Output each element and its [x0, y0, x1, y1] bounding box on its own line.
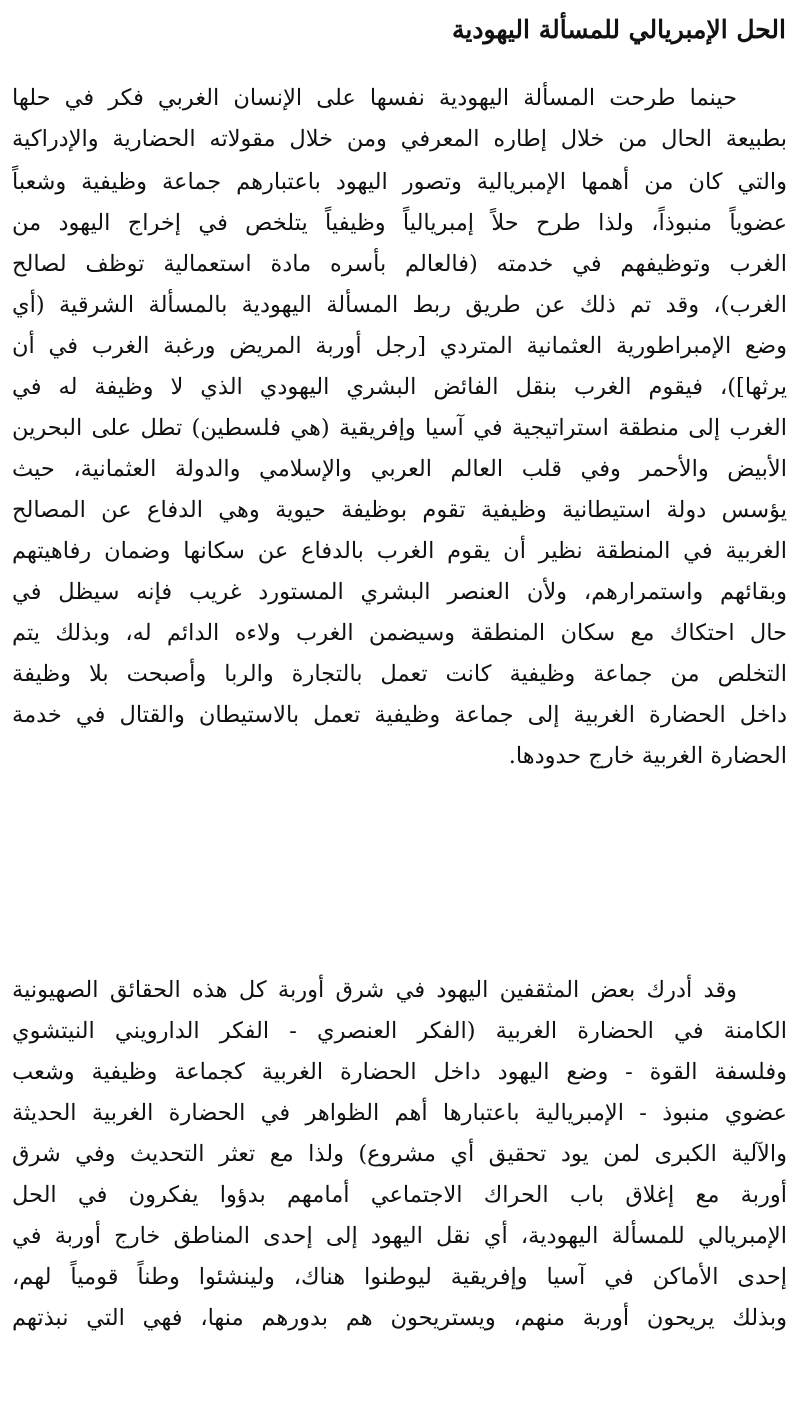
text-line: حينما طرحت المسألة اليهودية نفسها على الإنسان الغربي فكر في حلها	[12, 85, 737, 111]
text-line: أوربة مع إغلاق باب الحراك الاجتماعي أمامهم بدؤوا يفكرون في الحل	[12, 1182, 787, 1208]
text-line: الغرب)، وقد تم ذلك عن طريق ربط المسألة اليهودية بالمسألة الشرقية (أي	[12, 292, 787, 318]
text-line: الأبيض والأحمر وفي قلب العالم العربي والإسلامي والدولة العثمانية، حيث	[12, 456, 787, 482]
text-line: التخلص من جماعة وظيفية كانت تعمل بالتجارة والربا وأصبحت بلا وظيفة	[12, 661, 787, 687]
paragraph-intro	[12, 78, 787, 160]
text-line: يؤسس دولة استيطانية وظيفية تقوم بوظيفة حيوية وهي الدفاع عن المصالح	[12, 497, 787, 523]
text-line: بطبيعة الحال من خلال إطاره المعرفي ومن خلال مقولاته الحضارية والإدراكية	[12, 126, 787, 152]
text-line: داخل الحضارة الغربية إلى جماعة وظيفية تعمل بالاستيطان والقتال في خدمة	[12, 702, 787, 728]
text-line: والآلية الكبرى لمن يود تحقيق أي مشروع) ولذا مع تعثر التحديث وفي شرق	[12, 1141, 787, 1167]
text-line: وضع الإمبراطورية العثمانية المتردي [رجل أوربة المريض ورغبة الغرب في أن	[12, 333, 787, 359]
text-line: الغرب إلى منطقة استراتيجية في آسيا وإفريقية (هي فلسطين) تطل على البحرين	[12, 415, 787, 441]
text-line: يرثها])، فيقوم الغرب بنقل الفائض البشري اليهودي الذي لا وظيفة له في	[12, 374, 787, 400]
text-line: الحضارة الغربية خارج حدودها.	[508, 743, 787, 769]
text-line: الكامنة في الحضارة الغربية (الفكر العنصري - الفكر الدارويني النيتشوي	[12, 1018, 787, 1044]
text-line: وقد أدرك بعض المثقفين اليهود في شرق أوربة كل هذه الحقائق الصهيونية	[12, 977, 737, 1003]
text-line: الغرب وتوظيفهم في خدمته (فالعالم بأسره مادة استعمالية توظف لصالح	[12, 251, 787, 277]
text-line: عضوي منبوذ - الإمبريالية باعتبارها أهم الظواهر في الحضارة الغربية الحديثة	[12, 1100, 787, 1126]
text-line: الغربية في المنطقة نظير أن يقوم الغرب بالدفاع عن سكانها وضمان رفاهيتهم	[12, 538, 787, 564]
text-line: عضوياً منبوذاً، ولذا طرح حلاً إمبريالياً وظيفياً يتلخص في إخراج اليهود من	[12, 210, 787, 236]
page-title: الحل الإمبريالي للمسألة اليهودية	[451, 15, 786, 44]
text-line: الإمبريالي للمسألة اليهودية، أي نقل اليهود إلى إحدى المناطق خارج أوربة في	[12, 1223, 787, 1249]
text-line: والتي كان من أهمها الإمبريالية وتصور اليهود باعتبارهم جماعة وظيفية وشعباً	[12, 169, 787, 195]
text-line: وفلسفة القوة - وضع اليهود داخل الحضارة الغربية كجماعة وظيفية وشعب	[12, 1059, 787, 1085]
paragraph-zionist-intellectuals	[12, 970, 787, 1339]
text-line: حال احتكاك مع سكان المنطقة وسيضمن الغرب ولاءه الدائم له، وبذلك يتم	[12, 620, 787, 646]
paragraph-imperialist-solution	[12, 162, 787, 777]
text-line: إحدى الأماكن في آسيا وإفريقية ليوطنوا هناك، ولينشئوا وطناً قومياً لهم،	[12, 1264, 787, 1290]
text-line: وبقائهم واستمرارهم، ولأن العنصر البشري المستورد غريب فإنه سيظل في	[12, 579, 787, 605]
text-line: وبذلك يريحون أوربة منهم، ويستريحون هم بدورهم منها، فهي التي نبذتهم	[12, 1305, 787, 1331]
